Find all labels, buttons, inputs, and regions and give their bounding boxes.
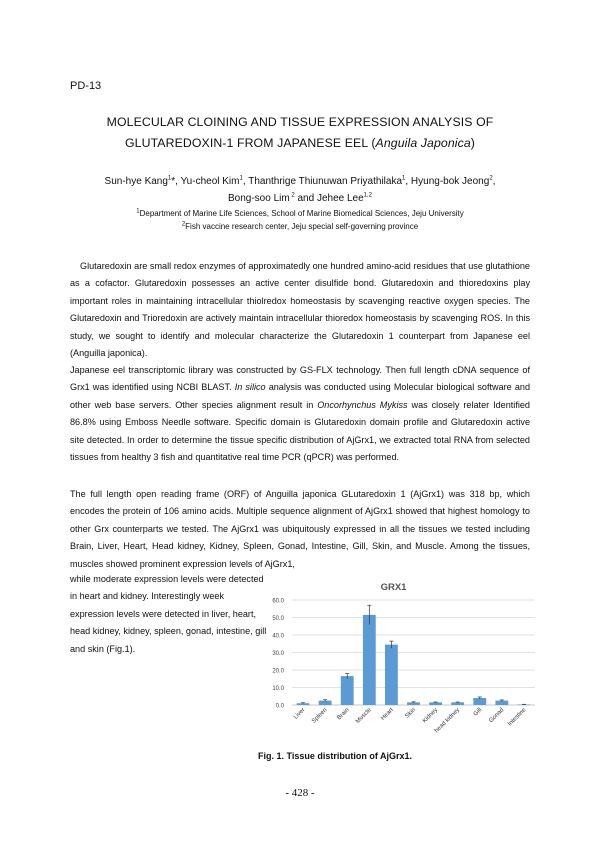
- species-name: Anguila Japonica: [375, 136, 471, 150]
- title-line-2: GLUTAREDOXIN-1 FROM JAPANESE EEL (Anguila Japonica): [125, 136, 475, 150]
- authors-line-2: Bong-soo Lim $^2$ and Jehee Lee$^{1,2}$: [227, 192, 373, 204]
- bar: [363, 615, 376, 705]
- authors-line-1: Sun-hye Kang$^1$*, Yu-cheol Kim$^1$, Thanthrige Thiunuwan Priyathilaka$^1$, Hyung-bok Jeong$^2$,: [104, 175, 496, 187]
- affiliations: [70, 207, 530, 233]
- title-line-1: MOLECULAR CLOINING AND TISSUE EXPRESSION ANALYSIS OF: [106, 115, 494, 129]
- x-tick-label: Brain: [336, 707, 351, 722]
- x-tick-label: Skin: [404, 707, 417, 720]
- x-tick-label: Muscle: [355, 707, 373, 725]
- y-tick-label: 40.0: [272, 633, 284, 640]
- paragraph-intro: Glutaredoxin are small redox enzymes of approximatedly one hundred amino-acid residues that use glutathione as a cofactor. Glutaredoxin possesses an active center disulfide bond. Glutaredoxin and thioredoxins play important roles in maintaining intracellular thiolredox homeostasis by scavenging reactive oxygen species. The Glutaredoxin and Trioredoxin are actively maintain intracellular thioredox homeostasis by scavenging ROS. In this study, we sought to identify and molecular characterize the Glutaredoxin 1 counterpart from Japanese eel (Anguilla japonica).: [70, 261, 530, 359]
- chart-title: GRX1: [380, 582, 407, 593]
- author-list: [70, 173, 530, 207]
- abstract-code: PD-13: [70, 80, 102, 92]
- bar: [429, 702, 442, 705]
- grx1-chart: [250, 578, 540, 738]
- page-number: - 428 -: [285, 787, 315, 799]
- x-tick-label: Heart: [380, 707, 395, 722]
- x-tick-label: Liver: [293, 707, 307, 721]
- x-tick-label: Spleen: [311, 707, 329, 725]
- y-tick-label: 30.0: [272, 651, 284, 657]
- figure-caption: Fig. 1. Tissue distribution of AjGrx1.: [258, 751, 413, 761]
- bar: [451, 702, 464, 705]
- y-tick-label: 50.0: [272, 616, 284, 622]
- chart-svg: [250, 578, 540, 738]
- paragraph-methods: Japanese eel transcriptomic library was constructed by GS-FLX technology. Then full length cDNA sequence of Grx1 was identified using NCBI BLAST. In silico analysis was conducted using Molecular biological software and other web base servers. Other species alignment result in Oncorhynchus Mykiss was closely relater Identified 86.8% using Emboss Needle software. Specific domain is Glutaredoxin domain profile and Glutaredoxin active site detected. In order to determine the tissue specific distribution of AjGrx1, we extracted total RNA from selected tissues from healthy 3 fish and quantitative real time PCR (qPCR) was performed.: [70, 365, 531, 463]
- affiliation-1: $^1$Department of Marine Life Sciences, School of Marine Biomedical Sciences, Jeju University: [136, 208, 464, 218]
- paragraph-results: The full length open reading frame (ORF) of Anguilla japonica GLutaredoxin 1 (AjGrx1) was 318 bp, which encodes the protein of 106 amino acids. Multiple sequence alignment of AjGrx1 showed that highest homology to other Grx counterparts we tested. The AjGrx1 was ubiquitously expressed in all the tissues we tested including Brain, Liver, Heart, Head kidney, Kidney, Spleen, Gonad, Intestine, Gill, Skin, and Muscle. Among the tissues, muscles showed prominent expression levels of AjGrx1,: [70, 489, 530, 569]
- x-tick-label: head kidney: [433, 707, 462, 735]
- paper-title: [70, 112, 530, 154]
- x-tick-label: Intestine: [507, 707, 528, 728]
- paragraph-results-cont: while moderate expression levels were detected in heart and kidney. Interestingly week expression levels were detected in liver, heart, head kidney, kidney, spleen, gonad, intestine, gill and skin (Fig.1).: [70, 574, 267, 654]
- x-tick-label: Gonad: [488, 707, 506, 725]
- x-tick-label: Gill: [472, 707, 484, 718]
- bar: [385, 645, 398, 705]
- y-tick-label: 10.0: [272, 686, 284, 692]
- y-tick-label: 20.0: [272, 668, 284, 675]
- y-tick-label: 0.0: [275, 703, 284, 710]
- y-tick-label: 60.0: [272, 598, 284, 605]
- bar: [341, 676, 354, 705]
- affiliation-2: $^2$Fish vaccine research center, Jeju special self-governing province: [181, 221, 419, 231]
- x-tick-label: Kidney: [421, 707, 440, 725]
